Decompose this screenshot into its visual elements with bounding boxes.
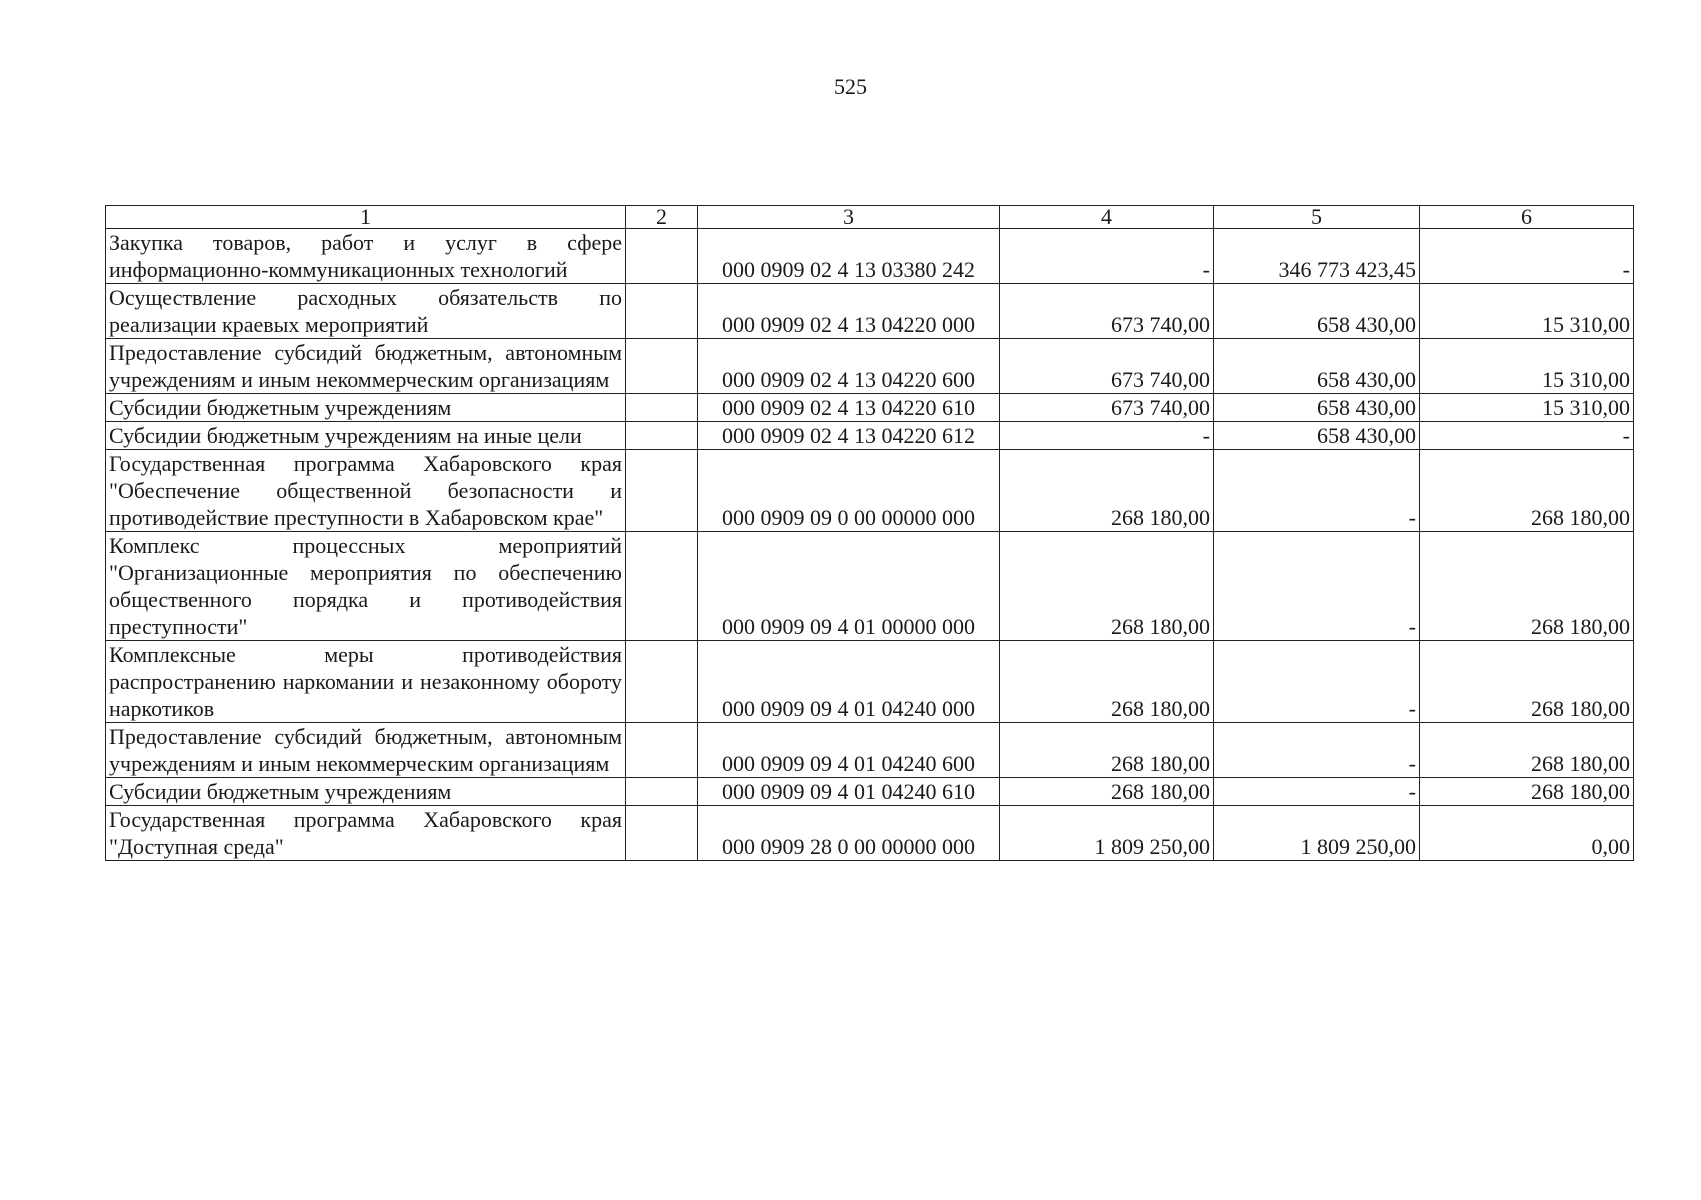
row-col4: 268 180,00 xyxy=(1000,641,1214,723)
row-col2 xyxy=(626,422,698,450)
row-col4: 673 740,00 xyxy=(1000,394,1214,422)
row-col6: 268 180,00 xyxy=(1420,778,1634,806)
header-cell-3: 3 xyxy=(698,206,1000,229)
row-code: 000 0909 09 0 00 00000 000 xyxy=(698,450,1000,532)
row-col2 xyxy=(626,339,698,394)
row-col5: - xyxy=(1214,778,1420,806)
header-cell-6: 6 xyxy=(1420,206,1634,229)
table-row xyxy=(106,394,1634,422)
row-col2 xyxy=(626,394,698,422)
row-name: Государственная программа Хабаровского края "Доступная среда" xyxy=(106,806,626,861)
row-col4: 673 740,00 xyxy=(1000,339,1214,394)
row-col5: 346 773 423,45 xyxy=(1214,229,1420,284)
row-col4: 1 809 250,00 xyxy=(1000,806,1214,861)
table-row xyxy=(106,229,1634,284)
row-col4: 268 180,00 xyxy=(1000,778,1214,806)
row-col2 xyxy=(626,723,698,778)
row-col4: 268 180,00 xyxy=(1000,450,1214,532)
header-cell-4: 4 xyxy=(1000,206,1214,229)
row-col5: 658 430,00 xyxy=(1214,339,1420,394)
row-col6: 15 310,00 xyxy=(1420,284,1634,339)
row-col4: - xyxy=(1000,422,1214,450)
row-col6: 15 310,00 xyxy=(1420,394,1634,422)
table-row xyxy=(106,806,1634,861)
row-col5: 658 430,00 xyxy=(1214,422,1420,450)
row-col6: 268 180,00 xyxy=(1420,723,1634,778)
row-name: Субсидии бюджетным учреждениям xyxy=(106,778,626,806)
row-name: Предоставление субсидий бюджетным, автономным учреждениям и иным некоммерческим организациям xyxy=(106,339,626,394)
row-name: Комплекс процессных мероприятий "Организационные мероприятия по обеспечению общественного порядка и противодействия преступности" xyxy=(106,532,626,641)
row-col2 xyxy=(626,778,698,806)
table-row xyxy=(106,641,1634,723)
row-col2 xyxy=(626,229,698,284)
row-col6: 268 180,00 xyxy=(1420,641,1634,723)
row-name: Предоставление субсидий бюджетным, автономным учреждениям и иным некоммерческим организациям xyxy=(106,723,626,778)
row-code: 000 0909 09 4 01 04240 000 xyxy=(698,641,1000,723)
header-cell-1: 1 xyxy=(106,206,626,229)
row-col6: 268 180,00 xyxy=(1420,532,1634,641)
row-col5: 658 430,00 xyxy=(1214,394,1420,422)
row-col6: - xyxy=(1420,229,1634,284)
row-code: 000 0909 02 4 13 04220 000 xyxy=(698,284,1000,339)
row-col6: 0,00 xyxy=(1420,806,1634,861)
row-code: 000 0909 09 4 01 00000 000 xyxy=(698,532,1000,641)
row-name: Субсидии бюджетным учреждениям на иные цели xyxy=(106,422,626,450)
row-col5: - xyxy=(1214,723,1420,778)
row-code: 000 0909 02 4 13 04220 612 xyxy=(698,422,1000,450)
row-col4: 673 740,00 xyxy=(1000,284,1214,339)
row-col2 xyxy=(626,284,698,339)
row-col4: 268 180,00 xyxy=(1000,532,1214,641)
row-col4: - xyxy=(1000,229,1214,284)
row-name: Комплексные меры противодействия распространению наркомании и незаконному обороту наркотиков xyxy=(106,641,626,723)
row-code: 000 0909 09 4 01 04240 610 xyxy=(698,778,1000,806)
row-name: Закупка товаров, работ и услуг в сфере информационно-коммуникационных технологий xyxy=(106,229,626,284)
row-col5: - xyxy=(1214,641,1420,723)
table-row xyxy=(106,532,1634,641)
table-row xyxy=(106,339,1634,394)
row-name: Государственная программа Хабаровского края "Обеспечение общественной безопасности и противодействие преступности в Хабаровском крае" xyxy=(106,450,626,532)
row-code: 000 0909 09 4 01 04240 600 xyxy=(698,723,1000,778)
header-row xyxy=(106,206,1634,229)
table-row xyxy=(106,778,1634,806)
row-col5: - xyxy=(1214,532,1420,641)
table-row xyxy=(106,450,1634,532)
row-col2 xyxy=(626,806,698,861)
row-col2 xyxy=(626,641,698,723)
row-col2 xyxy=(626,532,698,641)
row-name: Осуществление расходных обязательств по реализации краевых мероприятий xyxy=(106,284,626,339)
header-cell-5: 5 xyxy=(1214,206,1420,229)
budget-table xyxy=(105,205,1634,861)
row-col4: 268 180,00 xyxy=(1000,723,1214,778)
row-code: 000 0909 02 4 13 04220 600 xyxy=(698,339,1000,394)
row-col2 xyxy=(626,450,698,532)
row-code: 000 0909 28 0 00 00000 000 xyxy=(698,806,1000,861)
table-row xyxy=(106,284,1634,339)
row-col5: 658 430,00 xyxy=(1214,284,1420,339)
row-code: 000 0909 02 4 13 04220 610 xyxy=(698,394,1000,422)
row-col5: - xyxy=(1214,450,1420,532)
row-name: Субсидии бюджетным учреждениям xyxy=(106,394,626,422)
header-cell-2: 2 xyxy=(626,206,698,229)
table-row xyxy=(106,723,1634,778)
row-col6: 268 180,00 xyxy=(1420,450,1634,532)
row-col6: 15 310,00 xyxy=(1420,339,1634,394)
row-col5: 1 809 250,00 xyxy=(1214,806,1420,861)
row-col6: - xyxy=(1420,422,1634,450)
table-row xyxy=(106,422,1634,450)
page-number: 525 xyxy=(834,74,867,99)
row-code: 000 0909 02 4 13 03380 242 xyxy=(698,229,1000,284)
